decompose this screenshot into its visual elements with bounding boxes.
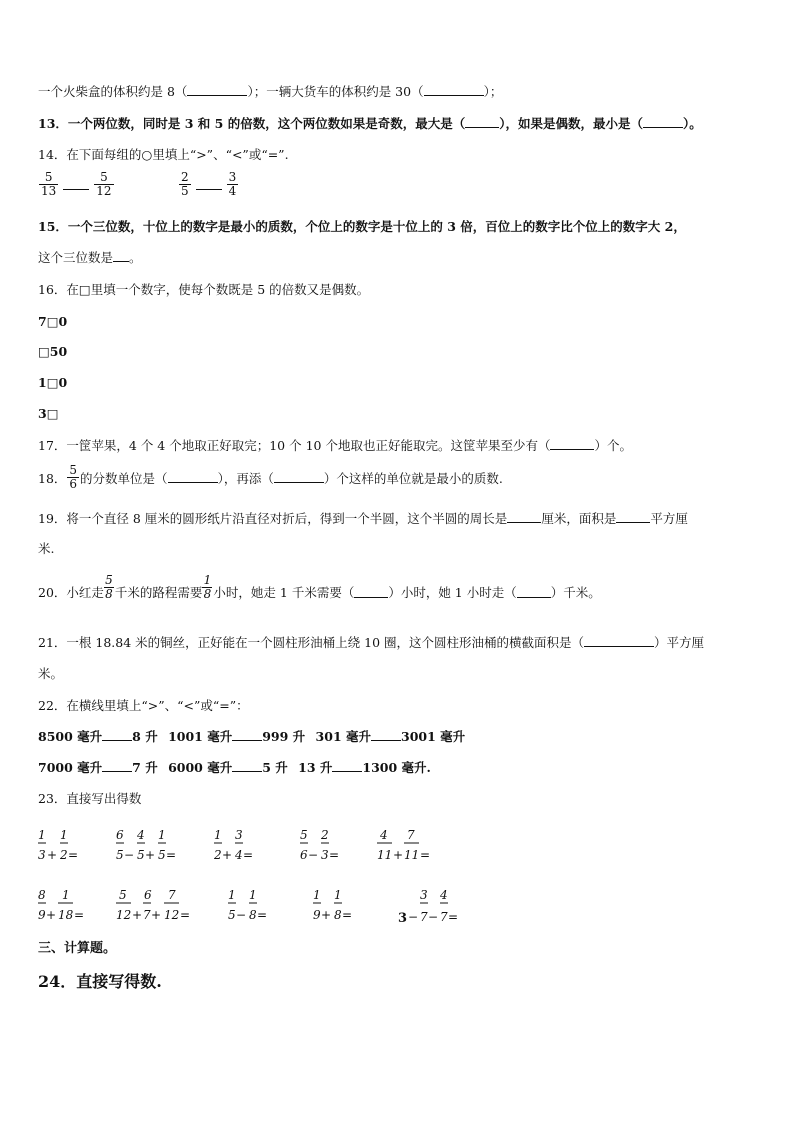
svg-text:=: =: [342, 908, 353, 922]
question-15: 15．一个三位数，十位上的数字是最小的质数，个位上的数字是十位上的 3 倍，百位上的数字比个位上的数字大 2，: [38, 219, 686, 234]
compare-blank[interactable]: [371, 730, 401, 741]
svg-text:=: =: [166, 848, 177, 862]
svg-text:8: 8: [334, 908, 342, 922]
question-13: 13．一个两位数，同时是 3 和 5 的倍数，这个两位数如果是奇数，最大是（ ），如果是偶数，最小是（ ）。: [38, 116, 702, 131]
svg-text:−: −: [124, 848, 135, 862]
q23-expr-6: [38, 886, 108, 930]
answer-blank[interactable]: [354, 587, 388, 598]
svg-text:+: +: [47, 848, 58, 862]
svg-text:5: 5: [228, 908, 236, 922]
svg-text:=: =: [68, 848, 79, 862]
q16-item[interactable]: 1□0: [38, 375, 68, 390]
fraction: 1 8: [203, 573, 212, 601]
q23-expr-2: [116, 826, 186, 870]
answer-blank[interactable]: [187, 85, 247, 96]
svg-text:7: 7: [168, 888, 176, 902]
svg-text:6: 6: [116, 828, 124, 842]
q16-item[interactable]: □50: [38, 344, 68, 359]
svg-text:−: −: [428, 910, 439, 924]
svg-text:7: 7: [407, 828, 415, 842]
fraction: $\frac{2}{5}$: [181, 170, 189, 198]
q23-expr-10: [398, 886, 468, 930]
svg-text:3: 3: [235, 828, 243, 842]
svg-text:+: +: [222, 848, 233, 862]
fraction: $\frac{5}{6}$: [69, 463, 78, 491]
compare-blank[interactable]: [196, 179, 222, 190]
q23-expr-7: [116, 886, 196, 930]
answer-blank[interactable]: [643, 117, 683, 128]
svg-text:=: =: [180, 908, 191, 922]
svg-text:3: 3: [321, 848, 329, 862]
compare-blank[interactable]: [102, 761, 132, 772]
svg-text:=: =: [329, 848, 340, 862]
svg-text:8: 8: [249, 908, 257, 922]
svg-text:1: 1: [228, 888, 236, 902]
svg-text:−: −: [236, 908, 247, 922]
math-expression: [116, 826, 186, 866]
question-14: 14．在下面每组的○里填上“>”、“<”或“=”.: [38, 147, 289, 162]
svg-text:+: +: [151, 908, 162, 922]
question-21: 21．一根 18.84 米的铜丝，正好能在一个圆柱形油桶上绕 10 圈，这个圆柱形油桶的横截面积是（ ）平方厘: [38, 635, 705, 650]
q22-row-2: 7000 毫升 7 升 6000 毫升 5 升 13 升 1300 毫升.: [38, 760, 431, 775]
q16-item[interactable]: 7□0: [38, 314, 68, 329]
svg-text:3: 3: [398, 911, 408, 926]
svg-text:+: +: [321, 908, 332, 922]
svg-text:=: =: [243, 848, 254, 862]
svg-text:5: 5: [119, 888, 127, 902]
q23-expr-8: [228, 886, 288, 930]
math-expression: [313, 886, 373, 926]
question-18: 18． $\frac{5}{6}$ 的分数单位是（ ），再添（ ）个这样的单位就是最小的质数.: [38, 463, 503, 491]
answer-blank[interactable]: [517, 587, 551, 598]
svg-text:1: 1: [214, 828, 222, 842]
svg-text:1: 1: [62, 888, 70, 902]
svg-text:5: 5: [300, 828, 308, 842]
svg-text:5: 5: [158, 848, 166, 862]
svg-text:1: 1: [60, 828, 68, 842]
question-15-line2: 这个三位数是 。: [38, 250, 142, 265]
svg-text:12: 12: [164, 908, 180, 922]
question-20: 20．小红走 5 8 千米的路程需要 1 8 小时，她走 1 千米需要（ ）小时，她 1 小时走（ ）千米。: [38, 573, 601, 601]
svg-text:4: 4: [137, 828, 145, 842]
svg-text:2: 2: [321, 828, 329, 842]
compare-blank[interactable]: [102, 730, 132, 741]
answer-blank[interactable]: [168, 472, 218, 483]
q23-expr-5: [377, 826, 447, 870]
answer-blank[interactable]: [550, 439, 594, 450]
math-expression: [300, 826, 360, 866]
svg-text:3: 3: [420, 888, 428, 902]
fraction: $\frac{3}{4}$: [228, 170, 237, 198]
svg-text:7: 7: [420, 910, 428, 924]
svg-text:=: =: [74, 908, 85, 922]
answer-blank[interactable]: [424, 85, 484, 96]
math-expression: [377, 826, 447, 866]
svg-text:11: 11: [404, 848, 420, 862]
svg-text:9: 9: [313, 908, 321, 922]
svg-text:4: 4: [380, 828, 388, 842]
question-19: 19．将一个直径 8 厘米的圆形纸片沿直径对折后，得到一个半圆，这个半圆的周长是 厘米，面积是 平方厘: [38, 511, 688, 526]
answer-blank[interactable]: [465, 117, 499, 128]
svg-text:18: 18: [58, 908, 74, 922]
answer-blank[interactable]: [584, 636, 654, 647]
question-24: 24．直接写得数.: [38, 972, 162, 991]
question-17: 17．一筐苹果，4 个 4 个地取正好取完；10 个 10 个地取也正好能取完。这筐苹果至少有（ ）个。: [38, 438, 632, 453]
answer-blank[interactable]: [507, 512, 541, 523]
q14-compare-pair-2: [178, 171, 239, 198]
answer-blank[interactable]: [113, 251, 129, 262]
svg-text:=: =: [257, 908, 268, 922]
question-19-line2: 米.: [38, 541, 55, 556]
svg-text:1: 1: [158, 828, 166, 842]
svg-text:4: 4: [235, 848, 243, 862]
svg-text:6: 6: [300, 848, 308, 862]
fraction: $\frac{5}{12}$: [96, 170, 112, 198]
q23-expr-9: [313, 886, 373, 930]
svg-text:7: 7: [440, 910, 448, 924]
q23-expr-4: [300, 826, 360, 870]
svg-text:1: 1: [313, 888, 321, 902]
math-expression: [38, 826, 98, 866]
svg-text:=: =: [420, 848, 431, 862]
svg-text:+: +: [46, 908, 57, 922]
question-22: 22．在横线里填上“>”、“<”或“=”：: [38, 698, 249, 713]
math-expression: [214, 826, 274, 866]
svg-text:2: 2: [60, 848, 68, 862]
svg-text:3: 3: [38, 848, 46, 862]
svg-text:7: 7: [143, 908, 151, 922]
svg-text:1: 1: [249, 888, 257, 902]
question-23: 23．直接写出得数: [38, 791, 142, 806]
math-expression: [398, 886, 468, 926]
svg-text:2: 2: [214, 848, 222, 862]
answer-blank[interactable]: [616, 512, 650, 523]
math-expression: [116, 886, 196, 926]
compare-blank[interactable]: [63, 179, 89, 190]
section-title: 三、计算题。: [38, 941, 117, 956]
svg-text:−: −: [408, 910, 419, 924]
svg-text:=: =: [448, 910, 459, 924]
question-16: 16．在□里填一个数字，使每个数既是 5 的倍数又是偶数。: [38, 282, 370, 297]
svg-text:1: 1: [334, 888, 342, 902]
svg-text:8: 8: [38, 888, 46, 902]
fraction: $\frac{5}{13}$: [41, 170, 57, 198]
svg-text:1: 1: [38, 828, 46, 842]
svg-text:12: 12: [116, 908, 132, 922]
svg-text:−: −: [308, 848, 319, 862]
answer-blank[interactable]: [274, 472, 324, 483]
svg-text:9: 9: [38, 908, 46, 922]
question-21-line2: 米。: [38, 666, 64, 681]
math-expression: [38, 886, 108, 926]
q16-item[interactable]: 3□: [38, 406, 59, 421]
svg-text:6: 6: [144, 888, 152, 902]
q23-expr-1: [38, 826, 98, 870]
svg-text:+: +: [393, 848, 404, 862]
svg-text:5: 5: [116, 848, 124, 862]
math-expression: [228, 886, 288, 926]
q12-tail-line: 一个火柴盒的体积约是 8（ ）；一辆大货车的体积约是 30（ ）；: [38, 84, 503, 99]
svg-text:4: 4: [440, 888, 448, 902]
svg-text:+: +: [132, 908, 143, 922]
compare-blank[interactable]: [332, 761, 362, 772]
svg-text:5: 5: [137, 848, 145, 862]
q22-row-1: 8500 毫升 8 升 1001 毫升 999 升 301 毫升 3001 毫升: [38, 729, 466, 744]
svg-text:+: +: [145, 848, 156, 862]
fraction: 5 8: [105, 573, 113, 601]
compare-blank[interactable]: [232, 730, 262, 741]
compare-blank[interactable]: [232, 761, 262, 772]
svg-text:11: 11: [377, 848, 393, 862]
q23-expr-3: [214, 826, 274, 870]
q14-compare-pair-1: [38, 171, 115, 198]
